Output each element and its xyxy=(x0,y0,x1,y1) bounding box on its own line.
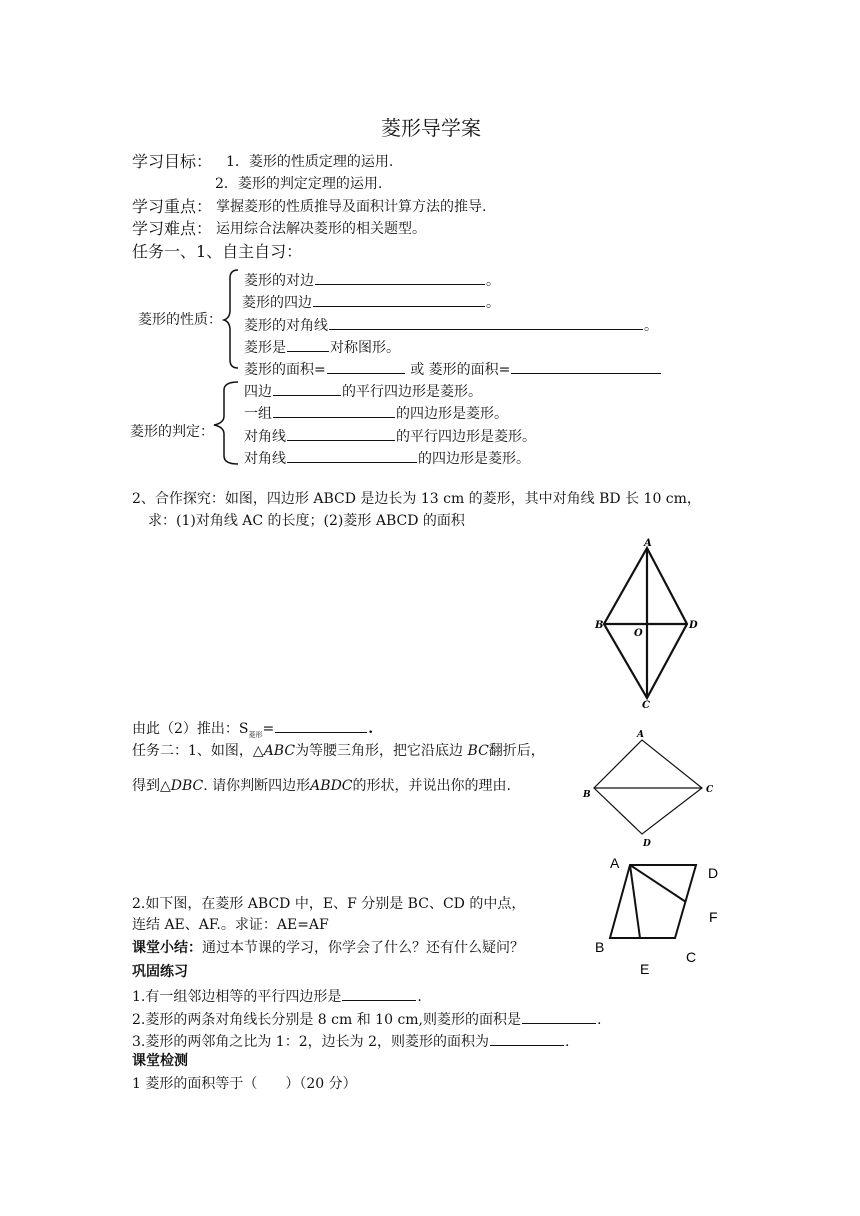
judgement-line-4: 对角线 的四边形是菱形。 xyxy=(244,451,530,467)
blank[interactable] xyxy=(273,404,395,418)
fig1-label-c: C xyxy=(642,700,650,711)
blank[interactable] xyxy=(275,719,367,733)
fig1-label-o: O xyxy=(634,628,643,639)
property-line-5: 菱形的面积= 或 菱形的面积= xyxy=(244,360,662,377)
goal-item-1: 1．菱形的性质定理的运用. xyxy=(226,154,394,170)
fig2-label-d: D xyxy=(643,839,651,849)
property-line-3: 菱形的对角线 。 xyxy=(244,318,658,334)
blank[interactable] xyxy=(342,987,416,1001)
blank[interactable] xyxy=(273,382,341,396)
task2-line-2: 得到△DBC. 请你判断四边形ABDC的形状，并说出你的理由. xyxy=(132,778,511,794)
summary-line: 课堂小结：通过本节课的学习，你学会了什么？还有什么疑问？ xyxy=(132,940,524,956)
test-header: 课堂检测 xyxy=(132,1053,188,1069)
practice-q3: 3.菱形的两邻角之比为 1：2，边长为 2，则菱形的面积为 . xyxy=(132,1034,570,1050)
blank[interactable] xyxy=(522,1010,596,1024)
key-point-text: 掌握菱形的性质推导及面积计算方法的推导. xyxy=(216,199,487,215)
fig3-label-d: D xyxy=(708,865,719,881)
fig3-label-c: C xyxy=(686,949,697,965)
property-line-1: 菱形的对边 。 xyxy=(244,273,500,289)
fig3-label-b: B xyxy=(595,939,605,955)
rhombus-figure-2 xyxy=(580,728,720,850)
difficulty-label: 学习难点： xyxy=(132,219,213,238)
blank[interactable] xyxy=(287,338,329,352)
blank[interactable] xyxy=(327,360,405,374)
judgement-brace xyxy=(212,380,242,466)
fig3-label-a: A xyxy=(610,855,620,871)
judgement-line-2: 一组 的四边形是菱形。 xyxy=(244,406,508,422)
explore-line-1: 2、合作探究：如图，四边形 ABCD 是边长为 13 cm 的菱形，其中对角线 BD 长 10 cm， xyxy=(132,491,701,507)
practice-q1: 1.有一组邻边相等的平行四边形是 . xyxy=(132,989,422,1005)
practice-q2: 2.菱形的两条对角线长分别是 8 cm 和 10 cm,则菱形的面积是 . xyxy=(132,1012,602,1028)
difficulty-text: 运用综合法解决菱形的相关题型。 xyxy=(216,221,426,237)
property-line-2: 菱形的四边 。 xyxy=(242,295,500,311)
judgement-line-1: 四边 的平行四边形是菱形。 xyxy=(244,384,482,400)
blank[interactable] xyxy=(315,271,485,285)
blank[interactable] xyxy=(287,449,417,463)
properties-label: 菱形的性质： xyxy=(138,312,222,328)
explore-line-2: 求：(1)对角线 AC 的长度；(2)菱形 ABCD 的面积 xyxy=(148,513,465,529)
fig3-label-e: E xyxy=(640,961,650,977)
blank[interactable] xyxy=(287,427,395,441)
derive-line: 由此（2）推出：$S_{菱形}=$ . xyxy=(132,721,374,739)
fig1-label-a: A xyxy=(644,538,652,549)
property-line-4: 菱形是 对称图形。 xyxy=(244,340,400,356)
judgement-line-3: 对角线 的平行四边形是菱形。 xyxy=(244,429,536,445)
page-title: 菱形导学案 xyxy=(381,116,481,140)
blank[interactable] xyxy=(329,316,643,330)
fig1-label-d: D xyxy=(689,620,698,631)
test-q1: 1 菱形的面积等于（ ）（20 分） xyxy=(132,1076,357,1092)
fig1-label-b: B xyxy=(595,620,604,631)
fig2-label-b: B xyxy=(583,790,591,800)
blank[interactable] xyxy=(490,1032,564,1046)
blank[interactable] xyxy=(313,293,485,307)
fig3-label-f: F xyxy=(709,909,718,925)
rhombus-figure-3 xyxy=(590,852,730,982)
goals-label: 学习目标： xyxy=(132,152,213,171)
rhombus-figure-1 xyxy=(592,540,702,710)
key-point-label: 学习重点： xyxy=(132,197,213,216)
fig2-label-a: A xyxy=(637,730,644,740)
properties-brace xyxy=(222,268,242,368)
goal-item-2: 2．菱形的判定定理的运用. xyxy=(215,176,383,192)
q2-line-2: 连结 AE、AF.。求证：AE=AF xyxy=(132,917,329,933)
fig2-label-c: C xyxy=(706,785,714,795)
practice-header: 巩固练习 xyxy=(132,964,188,980)
judgement-label: 菱形的判定： xyxy=(130,424,214,440)
q2-line-1: 2.如下图，在菱形 ABCD 中，E、F 分别是 BC、CD 的中点， xyxy=(132,896,526,912)
blank[interactable] xyxy=(511,360,661,374)
task1-header: 任务一、1、自主自习： xyxy=(132,242,303,261)
task2-line-1: 任务二：1、如图，△ABC为等腰三角形，把它沿底边 BC翻折后， xyxy=(132,743,545,759)
